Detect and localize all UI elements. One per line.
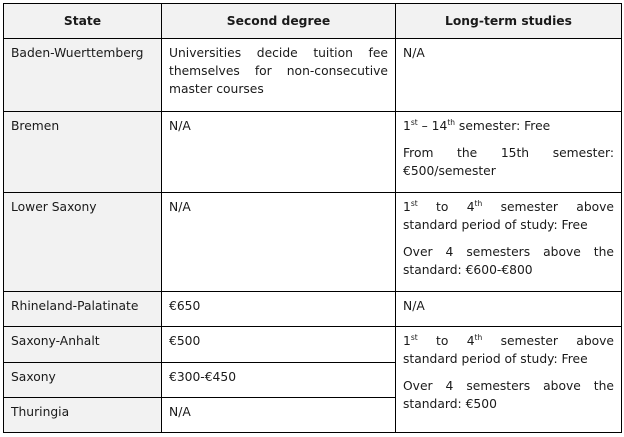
second-degree-cell: €300-€450 (162, 363, 396, 398)
second-degree-cell: N/A (162, 112, 396, 193)
header-second-degree: Second degree (162, 4, 396, 39)
second-degree-cell: N/A (162, 398, 396, 433)
second-degree-cell: N/A (162, 193, 396, 292)
table-row (4, 39, 622, 112)
long-term-line-1: 1st – 14th semester: Free (403, 118, 551, 133)
long-term-cell (396, 327, 622, 433)
long-term-line-2: From the 15th semester: €500/semester (403, 146, 614, 178)
state-cell: Thuringia (4, 398, 162, 433)
second-degree-cell: Universities decide tuition fee themselves for non-consecutive master courses (162, 39, 396, 112)
second-degree-cell: €650 (162, 292, 396, 327)
long-term-line-2: Over 4 semesters above the standard: €500 (403, 379, 614, 411)
state-cell: Lower Saxony (4, 193, 162, 292)
table-row (4, 292, 622, 327)
state-cell: Saxony-Anhalt (4, 327, 162, 363)
long-term-line-2: Over 4 semesters above the standard: €600-€800 (403, 245, 614, 277)
header-row (4, 4, 622, 39)
table-row (4, 112, 622, 193)
second-degree-cell: €500 (162, 327, 396, 363)
long-term-cell: N/A (396, 39, 622, 112)
table-row (4, 193, 622, 292)
long-term-line-1: 1st to 4th semester above standard period of study: Free (403, 199, 614, 232)
tuition-fees-table (3, 3, 622, 433)
state-cell: Bremen (4, 112, 162, 193)
long-term-line-1: 1st to 4th semester above standard period of study: Free (403, 333, 614, 366)
header-state: State (4, 4, 162, 39)
header-long-term-studies: Long-term studies (396, 4, 622, 39)
long-term-cell (396, 112, 622, 193)
state-cell: Baden-Wuerttemberg (4, 39, 162, 112)
long-term-cell: N/A (396, 292, 622, 327)
table-row (4, 327, 622, 363)
state-cell: Saxony (4, 363, 162, 398)
state-cell: Rhineland-Palatinate (4, 292, 162, 327)
long-term-cell (396, 193, 622, 292)
